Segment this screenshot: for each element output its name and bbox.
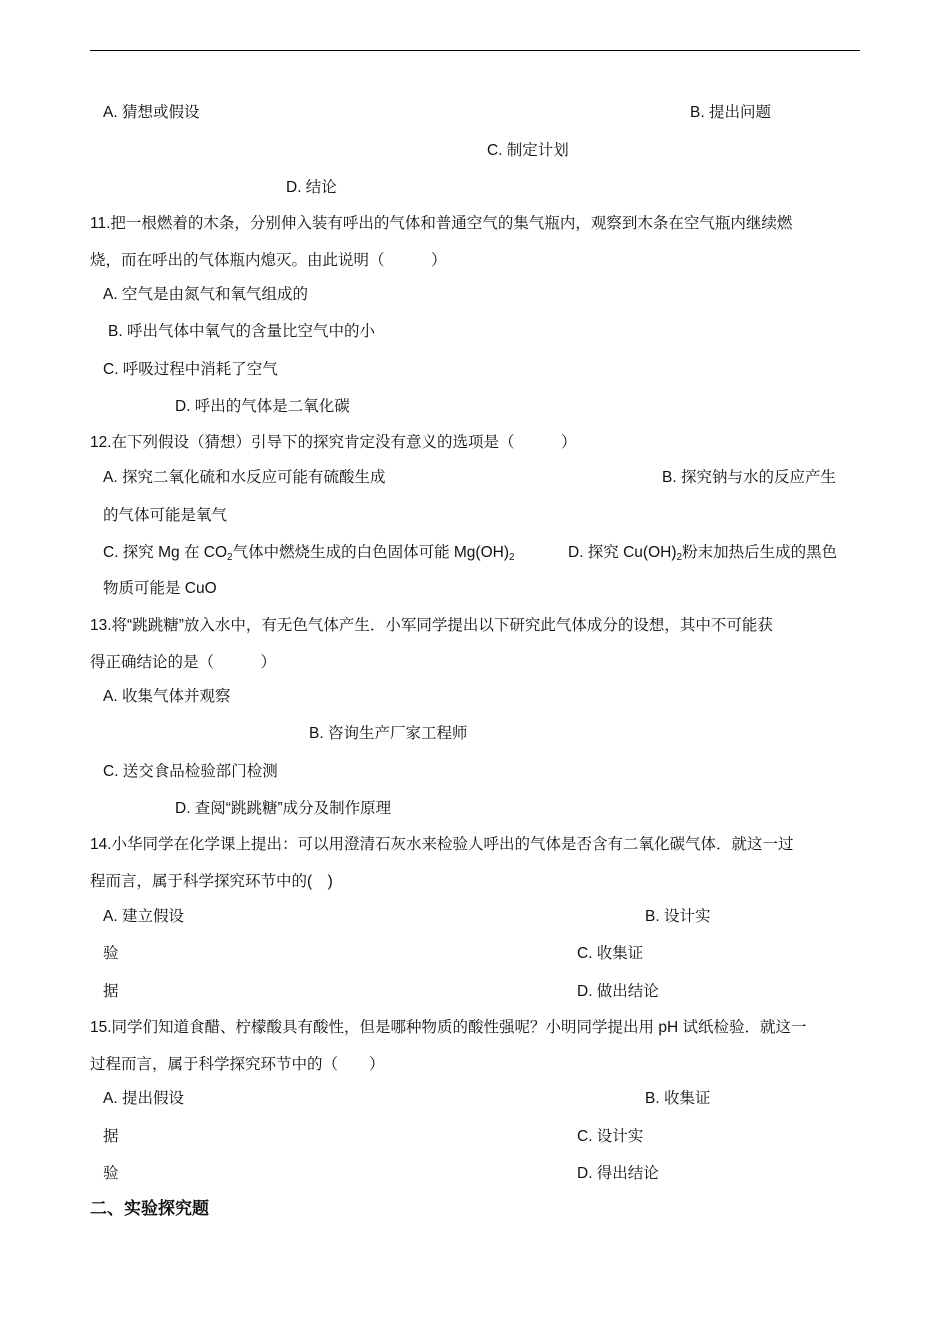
q13-option-c: C. 送交食品检验部门检测: [103, 763, 278, 780]
q14-stem-line2: 程而言，属于科学探究环节中的( ): [90, 873, 333, 890]
q14-option-d: D. 做出结论: [577, 983, 659, 1000]
q10-option-c: C. 制定计划: [487, 142, 569, 159]
q11-option-b: B. 呼出气体中氧气的含量比空气中的小: [108, 323, 375, 340]
section-heading: 二、实验探究题: [90, 1199, 209, 1218]
q14-option-b-line2: 验: [103, 945, 119, 962]
q12-option-a: A. 探究二氧化硫和水反应可能有硫酸生成: [103, 469, 386, 486]
q15-option-d: D. 得出结论: [577, 1165, 659, 1182]
q13-stem-line1: 13.将“跳跳糖”放入水中，有无色气体产生．小军同学提出以下研究此气体成分的设想，其中不可能获: [90, 617, 773, 634]
q13-option-a: A. 收集气体并观察: [103, 688, 231, 705]
q12-option-d-text: D. 探究 Cu(OH): [568, 544, 677, 561]
q11-stem-line1: 11.把一根燃着的木条，分别伸入装有呼出的气体和普通空气的集气瓶内，观察到木条在空气瓶内继续燃: [90, 215, 793, 232]
q11-option-d: D. 呼出的气体是二氧化碳: [175, 398, 350, 415]
q12-option-c-text2: 气体中燃烧生成的白色固体可能 Mg(OH): [232, 544, 509, 561]
q10-option-a: A. 猜想或假设: [103, 104, 200, 121]
q15-stem-line1: 15.同学们知道食醋、柠檬酸具有酸性，但是哪种物质的酸性强呢？小明同学提出用 pH 试纸检验．就这一: [90, 1019, 807, 1036]
q13-stem-line2: 得正确结论的是（ ）: [90, 654, 277, 671]
q12-option-b-line2: 的气体可能是氧气: [103, 507, 228, 524]
q15-option-c-line2: 验: [103, 1165, 119, 1182]
q15-stem-line2: 过程而言，属于科学探究环节中的（ ）: [90, 1056, 385, 1073]
q14-option-a: A. 建立假设: [103, 908, 184, 925]
q11-option-a: A. 空气是由氮气和氧气组成的: [103, 286, 308, 303]
q12-option-c: [103, 543, 515, 563]
q13-option-d: D. 查阅“跳跳糖”成分及制作原理: [175, 800, 392, 817]
q14-option-c-line1: C. 收集证: [577, 945, 644, 962]
header-rule: [90, 50, 860, 51]
q10-option-d: D. 结论: [286, 179, 337, 196]
q12-stem: 12.在下列假设（猜想）引导下的探究肯定没有意义的选项是（ ）: [90, 434, 577, 451]
q14-option-c-line2: 据: [103, 983, 119, 1000]
q15-option-b-line2: 据: [103, 1128, 119, 1145]
q12-option-d-sub: 2: [676, 552, 683, 563]
q12-option-d-line2: 物质可能是 CuO: [103, 580, 217, 597]
q11-option-c: C. 呼吸过程中消耗了空气: [103, 361, 278, 378]
q10-option-b: B. 提出问题: [690, 104, 771, 121]
q14-stem-line1: 14.小华同学在化学课上提出：可以用澄清石灰水来检验人呼出的气体是否含有二氧化碳气体．就这一过: [90, 836, 794, 853]
q11-stem-line2: 烧，而在呼出的气体瓶内熄灭。由此说明（ ）: [90, 252, 447, 269]
q15-option-a: A. 提出假设: [103, 1090, 184, 1107]
q12-option-d: [568, 543, 837, 563]
q12-option-c-sub2: 2: [509, 552, 515, 563]
q13-option-b: B. 咨询生产厂家工程师: [309, 725, 468, 742]
q14-option-b-line1: B. 设计实: [645, 908, 711, 925]
q12-option-c-sub1: 2: [227, 552, 233, 563]
q12-option-d-text2: 粉末加热后生成的黑色: [682, 544, 838, 561]
q12-option-c-text: C. 探究 Mg 在 CO: [103, 544, 228, 561]
q12-option-b-line1: B. 探究钠与水的反应产生: [662, 469, 836, 486]
q15-option-b-line1: B. 收集证: [645, 1090, 711, 1107]
q15-option-c-line1: C. 设计实: [577, 1128, 644, 1145]
